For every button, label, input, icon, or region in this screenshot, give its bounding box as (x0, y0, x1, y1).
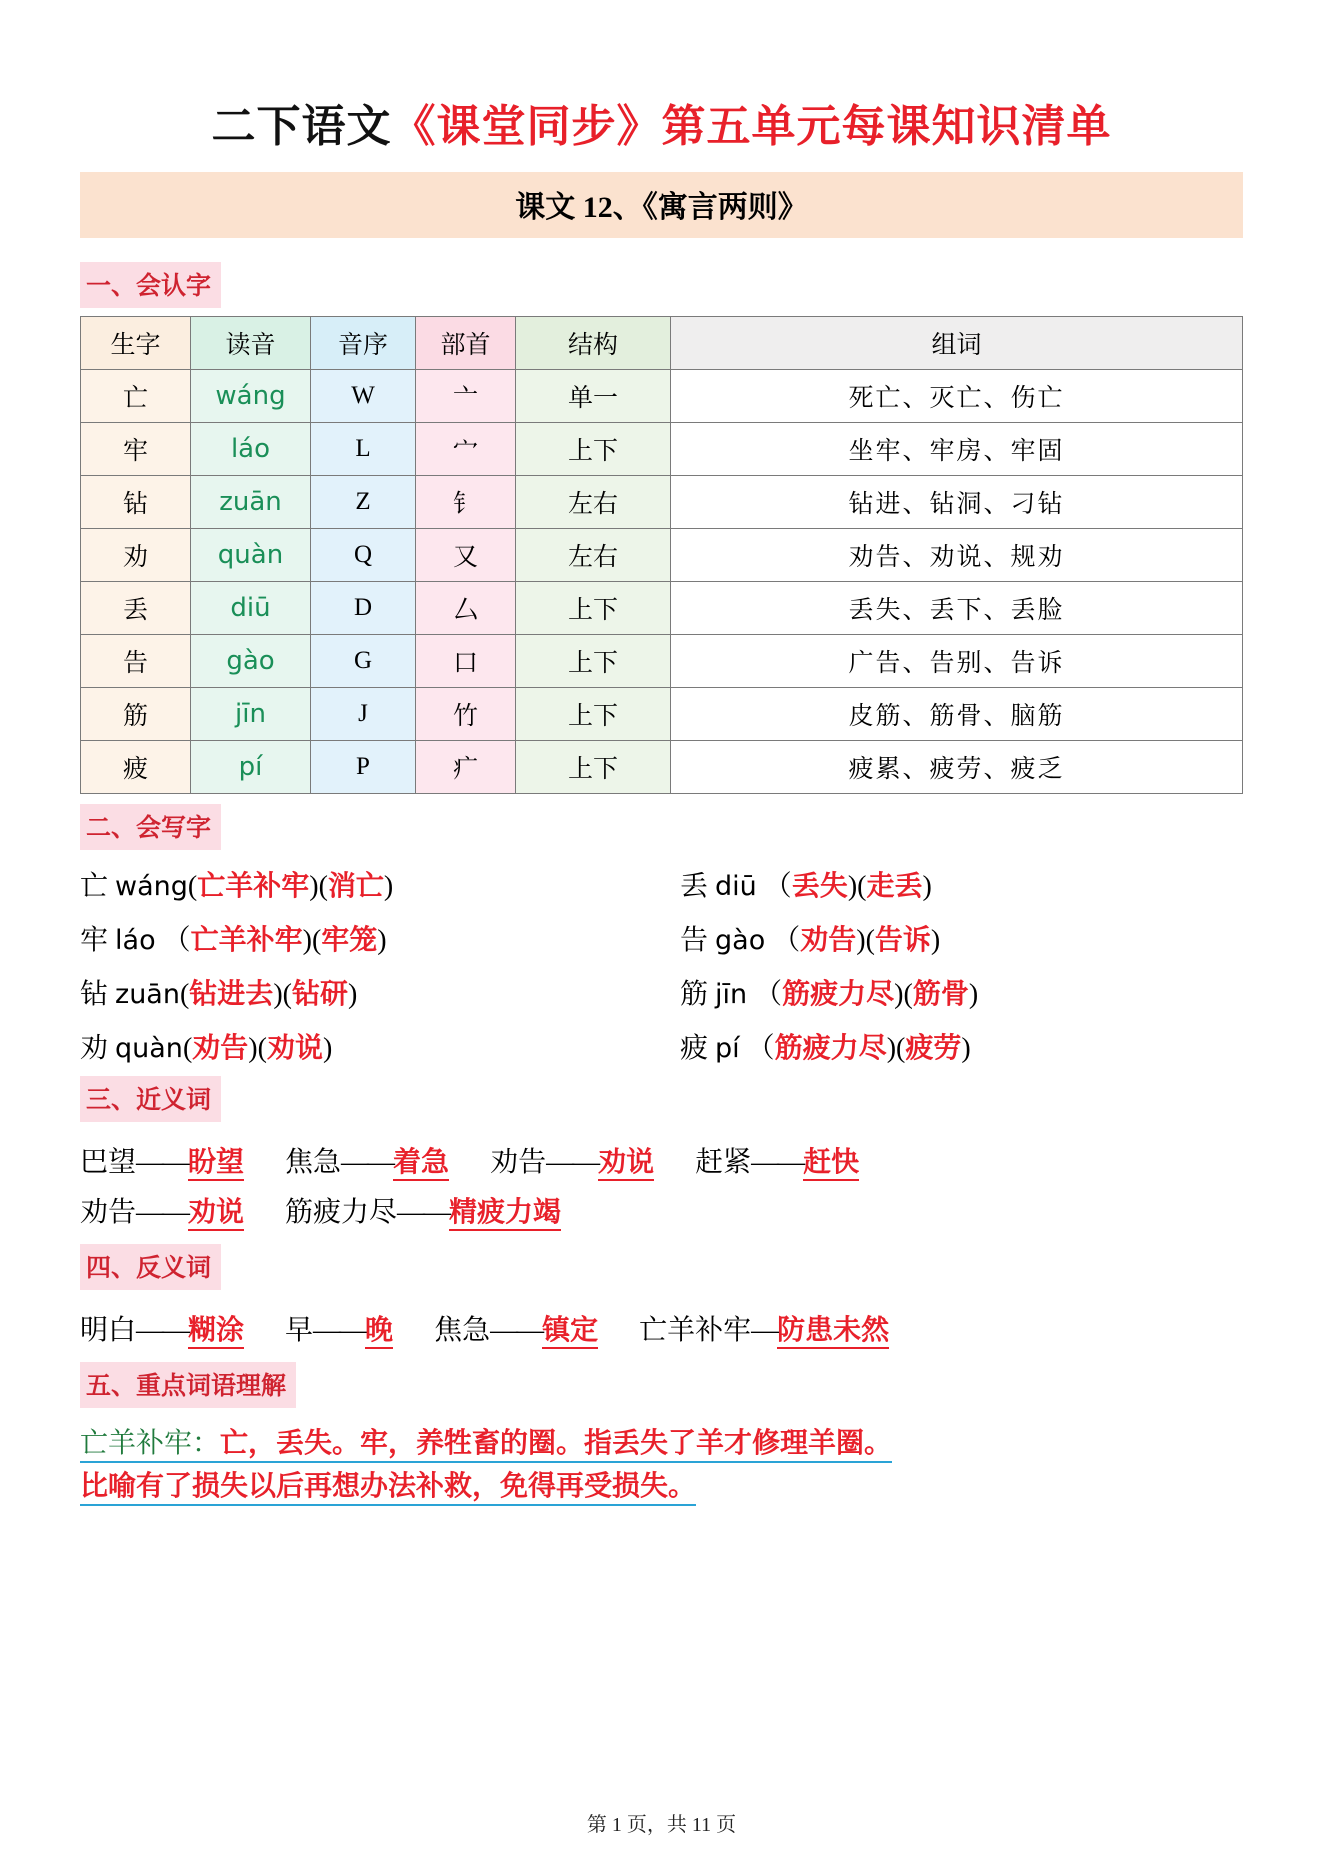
table-row (81, 423, 1243, 476)
pair-right: 劝说 (188, 1197, 244, 1231)
section-heading-keywords: 五、重点词语理解 (80, 1362, 296, 1408)
cell-radical: 厶 (416, 582, 516, 635)
title-part3: 第五单元每课知识清单 (661, 102, 1112, 151)
cell-radical: 亠 (416, 370, 516, 423)
write-char: 丢 (680, 871, 709, 902)
synonym-pair: 巴望——盼望 (80, 1140, 244, 1180)
cell-char: 筋 (81, 688, 191, 741)
write-pinyin: quàn (115, 1033, 183, 1064)
cell-structure: 左右 (516, 476, 671, 529)
write-pinyin: pí (715, 1033, 740, 1064)
synonym-pair: 焦急——着急 (285, 1140, 449, 1180)
pair-left: 焦急 (285, 1147, 342, 1178)
cell-words: 劝告、劝说、规劝 (671, 529, 1243, 582)
write-word-1: 亡羊补牢 (190, 925, 303, 956)
pair-right: 劝说 (598, 1147, 654, 1181)
write-word-2: 牢笼 (321, 925, 378, 956)
write-word-2: 筋骨 (912, 979, 969, 1010)
cell-char: 劝 (81, 529, 191, 582)
cell-structure: 上下 (516, 423, 671, 476)
cell-radical: 口 (416, 635, 516, 688)
lesson-bar: 课文 12、《寓言两则》 (80, 172, 1243, 238)
cell-initial: Z (311, 476, 416, 529)
write-item: 劝 quàn(劝告)(劝说) (80, 1033, 333, 1064)
table-header-cell: 音序 (311, 317, 416, 370)
cell-pinyin: diū (191, 582, 311, 635)
write-char: 钻 (80, 979, 109, 1010)
pair-right: 盼望 (188, 1147, 244, 1181)
write-char: 亡 (80, 871, 109, 902)
cell-char: 丢 (81, 582, 191, 635)
cell-structure: 上下 (516, 688, 671, 741)
write-word-1: 劝告 (192, 1033, 249, 1064)
cell-initial: Q (311, 529, 416, 582)
cell-char: 告 (81, 635, 191, 688)
write-item: 亡 wáng(亡羊补牢)(消亡) (80, 871, 394, 902)
page-title (80, 90, 1243, 154)
table-header-cell: 部首 (416, 317, 516, 370)
pair-left: 早 (285, 1315, 314, 1346)
write-word-1: 钻进去 (189, 979, 274, 1010)
pair-right: 赶快 (803, 1147, 859, 1181)
write-char: 劝 (80, 1033, 109, 1064)
section-heading-synonyms: 三、近义词 (80, 1076, 221, 1122)
pair-left: 赶紧 (695, 1147, 752, 1178)
keyword-definition-line1: 亡，丢失。牢，养牲畜的圈。指丢失了羊才修理羊圈。 (220, 1428, 892, 1463)
antonym-pair: 焦急——镇定 (434, 1308, 598, 1348)
table-header-cell: 组词 (671, 317, 1243, 370)
write-char: 疲 (680, 1033, 709, 1064)
pair-left: 筋疲力尽 (285, 1197, 398, 1228)
table-header-cell: 结构 (516, 317, 671, 370)
write-word-1: 丢失 (791, 871, 848, 902)
write-item: 告 gào （劝告)(告诉) (680, 925, 941, 956)
cell-initial: J (311, 688, 416, 741)
cell-pinyin: gào (191, 635, 311, 688)
pair-right: 精疲力竭 (449, 1197, 561, 1231)
cell-structure: 上下 (516, 741, 671, 794)
table-header-row (81, 317, 1243, 370)
cell-structure: 上下 (516, 582, 671, 635)
cell-words: 皮筋、筋骨、脑筋 (671, 688, 1243, 741)
pair-left: 亡羊补牢 (639, 1315, 752, 1346)
write-item: 疲 pí （筋疲力尽)(疲劳) (680, 1033, 971, 1064)
cell-char: 亡 (81, 370, 191, 423)
write-word-2: 走丢 (866, 871, 923, 902)
write-word-1: 亡羊补牢 (197, 871, 310, 902)
pair-right: 镇定 (542, 1315, 598, 1349)
write-pinyin: wáng (115, 871, 188, 902)
table-row (81, 370, 1243, 423)
cell-words: 丢失、丢下、丢脸 (671, 582, 1243, 635)
write-item: 丢 diū （丢失)(走丢) (680, 871, 932, 902)
pair-left: 劝告 (490, 1147, 547, 1178)
write-chars-grid (80, 864, 1243, 1066)
write-word-2: 告诉 (874, 925, 931, 956)
cell-words: 疲累、疲劳、疲乏 (671, 741, 1243, 794)
antonym-pair: 明白——糊涂 (80, 1308, 244, 1348)
title-part2: 《课堂同步》 (391, 102, 662, 151)
antonym-pair: 早——晚 (285, 1308, 393, 1348)
write-word-1: 筋疲力尽 (774, 1033, 887, 1064)
cell-radical: 又 (416, 529, 516, 582)
write-char: 牢 (80, 925, 109, 956)
antonym-row (80, 1308, 1243, 1348)
write-item: 牢 láo （亡羊补牢)(牢笼) (80, 925, 387, 956)
cell-radical: 竹 (416, 688, 516, 741)
cell-radical: 钅 (416, 476, 516, 529)
cell-char: 牢 (81, 423, 191, 476)
synonym-pair: 赶紧——赶快 (695, 1140, 859, 1180)
cell-words: 坐牢、牢房、牢固 (671, 423, 1243, 476)
synonym-pair: 劝告——劝说 (80, 1190, 244, 1230)
write-char: 告 (680, 925, 709, 956)
cell-pinyin: láo (191, 423, 311, 476)
write-pinyin: zuān (115, 979, 180, 1010)
cell-char: 钻 (81, 476, 191, 529)
cell-structure: 单一 (516, 370, 671, 423)
section-heading-antonyms: 四、反义词 (80, 1244, 221, 1290)
cell-words: 钻进、钻洞、刁钻 (671, 476, 1243, 529)
cell-pinyin: wáng (191, 370, 311, 423)
write-word-2: 钻研 (291, 979, 348, 1010)
antonym-pair: 亡羊补牢—防患未然 (639, 1308, 889, 1348)
cell-pinyin: pí (191, 741, 311, 794)
synonym-pair: 劝告——劝说 (490, 1140, 654, 1180)
write-char: 筋 (680, 979, 709, 1010)
cell-pinyin: quàn (191, 529, 311, 582)
write-pinyin: láo (115, 925, 156, 956)
write-word-2: 劝说 (266, 1033, 323, 1064)
keyword-term: 亡羊补牢： (80, 1428, 220, 1463)
cell-initial: G (311, 635, 416, 688)
table-row (81, 688, 1243, 741)
cell-structure: 左右 (516, 529, 671, 582)
cell-char: 疲 (81, 741, 191, 794)
synonym-row (80, 1190, 1243, 1230)
pair-left: 明白 (80, 1315, 137, 1346)
write-word-1: 劝告 (800, 925, 857, 956)
cell-structure: 上下 (516, 635, 671, 688)
section-heading-recognize: 一、会认字 (80, 262, 221, 308)
write-item: 钻 zuān(钻进去)(钻研) (80, 979, 358, 1010)
keyword-definition-line2: 比喻有了损失以后再想办法补救，免得再受损失。 (80, 1471, 696, 1506)
write-word-2: 疲劳 (905, 1033, 962, 1064)
pair-right: 着急 (393, 1147, 449, 1181)
write-pinyin: diū (715, 871, 757, 902)
table-row (81, 635, 1243, 688)
write-pinyin: gào (715, 925, 766, 956)
section-heading-write: 二、会写字 (80, 804, 221, 850)
table-row (81, 741, 1243, 794)
cell-radical: 宀 (416, 423, 516, 476)
pair-left: 焦急 (434, 1315, 491, 1346)
cell-words: 广告、告别、告诉 (671, 635, 1243, 688)
table-row (81, 582, 1243, 635)
page-footer: 第 1 页，共 11 页 (586, 1814, 737, 1836)
cell-initial: D (311, 582, 416, 635)
title-part1: 二下语文 (211, 102, 392, 151)
pair-right: 晚 (365, 1315, 393, 1349)
pair-right: 糊涂 (188, 1315, 244, 1349)
keyword-line-1 (80, 1422, 1243, 1465)
cell-initial: P (311, 741, 416, 794)
cell-words: 死亡、灭亡、伤亡 (671, 370, 1243, 423)
synonym-row (80, 1140, 1243, 1180)
cell-initial: W (311, 370, 416, 423)
write-word-2: 消亡 (327, 871, 384, 902)
write-item: 筋 jīn （筋疲力尽)(筋骨) (680, 979, 979, 1010)
table-row (81, 476, 1243, 529)
cell-initial: L (311, 423, 416, 476)
synonym-pair: 筋疲力尽——精疲力竭 (285, 1190, 561, 1230)
write-pinyin: jīn (715, 979, 748, 1010)
write-word-1: 筋疲力尽 (782, 979, 895, 1010)
keyword-line-2 (80, 1465, 1243, 1508)
table-header-cell: 读音 (191, 317, 311, 370)
pair-left: 劝告 (80, 1197, 137, 1228)
table-row (81, 529, 1243, 582)
pair-left: 巴望 (80, 1147, 137, 1178)
cell-pinyin: zuān (191, 476, 311, 529)
cell-radical: 疒 (416, 741, 516, 794)
pair-right: 防患未然 (777, 1315, 889, 1349)
cell-pinyin: jīn (191, 688, 311, 741)
recognize-chars-table (80, 316, 1243, 794)
keyword-explanation (80, 1422, 1243, 1509)
table-header-cell: 生字 (81, 317, 191, 370)
